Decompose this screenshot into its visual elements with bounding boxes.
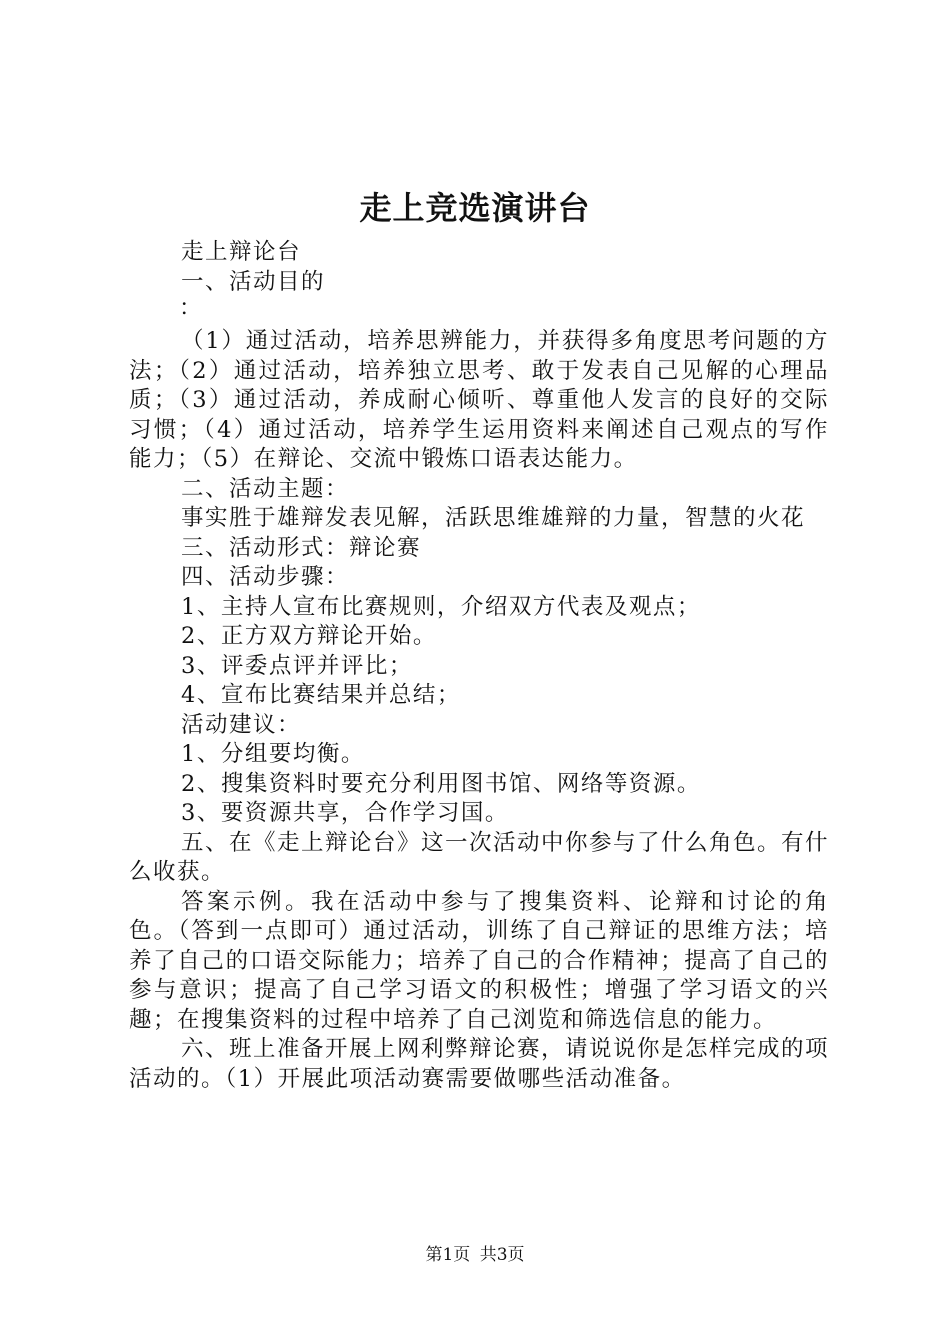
paragraph-suggestion-1: 1、分组要均衡。	[181, 741, 365, 767]
paragraph-section-3: 三、活动形式：辩论赛	[181, 534, 422, 561]
paragraph-section-4-heading: 四、活动步骤：	[181, 564, 350, 590]
page-footer	[0, 1243, 950, 1267]
paragraph-question-5: 五、在《走上辩论台》这一次活动中你参与了什么角色。有什么收获。	[129, 829, 830, 885]
page-number: 第1页	[425, 1245, 471, 1265]
page-total: 共3页	[479, 1245, 525, 1265]
paragraph-step-3: 3、评委点评并评比；	[181, 652, 413, 679]
paragraph-objectives: （1）通过活动，培养思辨能力，并获得多角度思考问题的方法；（2）通过活动，培养独立思考、敢于发表自己见解的心理品质；（3）通过活动，养成耐心倾听、尊重他人发言的良好的交际习惯；（4）通过活动，培养学生运用资料来阐述自己观点的写作能力；（5）在辩论、交流中锻炼口语表达能力。	[129, 328, 829, 472]
paragraph-question-6: 六、班上准备开展上网利弊辩论赛，请说说你是怎样完成的项活动的。（1）开展此项活动赛需要做哪些活动准备。	[129, 1036, 830, 1092]
document-title: 走上竞选演讲台	[359, 189, 591, 227]
paragraph-theme: 事实胜于雄辩发表见解，活跃思维雄辩的力量，智慧的火花	[181, 505, 806, 531]
paragraph-section-2-heading: 二、活动主题：	[181, 475, 350, 502]
paragraph-suggestion-3: 3、要资源共享，合作学习国。	[181, 800, 509, 826]
paragraph-colon: ：	[179, 295, 204, 321]
paragraph-step-2: 2、正方双方辩论开始。	[181, 623, 437, 649]
paragraph-section-1-heading: 一、活动目的	[181, 268, 326, 295]
paragraph-subtitle: 走上辩论台	[181, 239, 302, 265]
document-body	[129, 238, 829, 1094]
paragraph-answer-example: 答案示例。我在活动中参与了搜集资料、论辩和讨论的角色。（答到一点即可）通过活动，训练了自己辩证的思维方法；培养了自己的口语交际能力；培养了自己的合作精神；提高了自己的参与意识；提高了自己学习语文的积极性；增强了学习语文的兴趣；在搜集资料的过程中培养了自己浏览和筛选信息的能力。	[129, 888, 829, 1033]
paragraph-suggestion-2: 2、搜集资料时要充分利用图书馆、网络等资源。	[181, 770, 701, 797]
paragraph-step-1: 1、主持人宣布比赛规则，介绍双方代表及观点；	[181, 593, 701, 620]
paragraph-step-4: 4、宣布比赛结果并总结；	[181, 682, 461, 708]
paragraph-suggestions-heading: 活动建议：	[181, 711, 302, 738]
